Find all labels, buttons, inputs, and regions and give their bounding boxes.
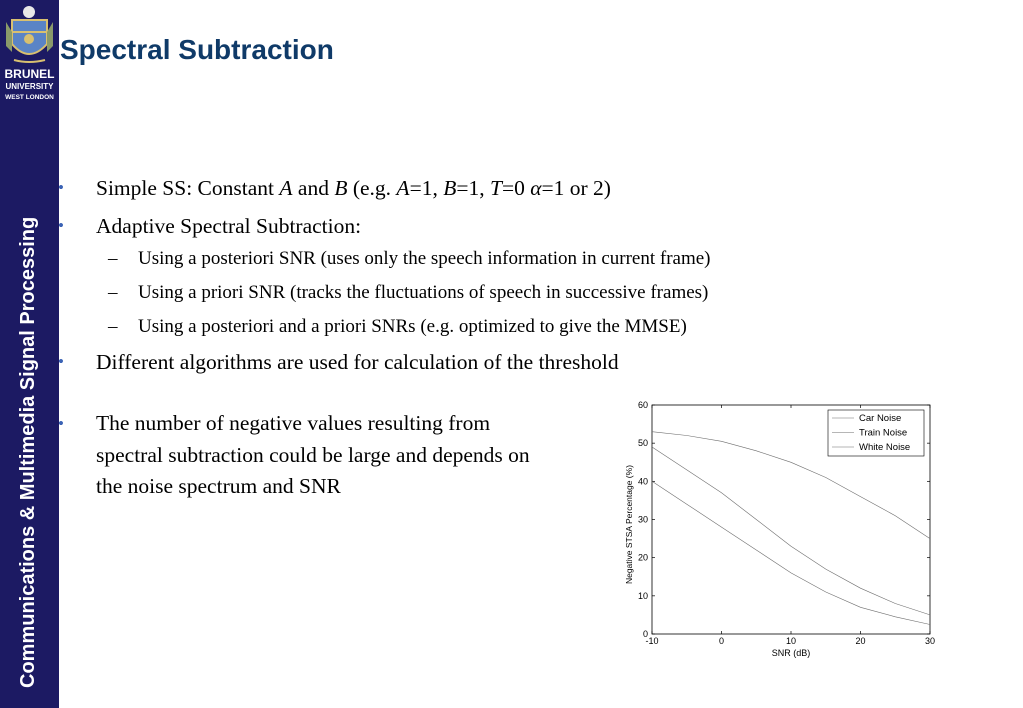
- y-tick-label: 40: [637, 476, 648, 487]
- bullet-simple-ss: • Simple SS: Constant A and B (e.g. A=1, B=1, T=0 α=1 or 2): [58, 172, 878, 204]
- university-logo: [0, 0, 59, 108]
- page-title: Spectral Subtraction: [60, 34, 334, 65]
- bullet-icon: •: [58, 216, 64, 235]
- y-axis-label: Negative STSA Percentage (%): [624, 464, 634, 585]
- sub-bullet-priori: – Using a priori SNR (tracks the fluctuations of speech in successive frames): [108, 282, 709, 303]
- sidebar: [0, 0, 59, 708]
- x-tick-label: -10: [645, 636, 659, 646]
- logo-line-university: UNIVERSITY: [5, 82, 54, 91]
- x-tick-label: 10: [785, 636, 797, 646]
- bullet-icon: •: [58, 352, 64, 371]
- x-axis-label: SNR (dB): [771, 648, 811, 658]
- bullet-negative-values: • The number of negative values resulting from spectral subtraction could be large and depends on the noise spectrum and SNR: [58, 408, 536, 503]
- bullet-icon: •: [58, 178, 64, 197]
- y-tick-label: 20: [637, 552, 648, 563]
- logo-line-brunel: BRUNEL: [4, 67, 55, 81]
- bullet-adaptive-ss: • Adaptive Spectral Subtraction:: [58, 210, 878, 242]
- bullet-threshold: • Different algorithms are used for calculation of the threshold: [58, 346, 878, 378]
- sub-bullet-posteriori: – Using a posteriori SNR (uses only the speech information in current frame): [108, 248, 711, 269]
- logo-line-west-london: WEST LONDON: [5, 94, 54, 101]
- y-tick-label: 10: [637, 590, 648, 601]
- legend-label: Train Noise: [859, 427, 908, 439]
- sidebar-vertical-text: Communications & Multimedia Signal Processing: [17, 216, 39, 688]
- x-tick-label: 30: [924, 636, 936, 646]
- legend-label: White Noise: [859, 442, 911, 453]
- series-line-car-noise: [652, 481, 930, 624]
- legend-label: Car Noise: [859, 413, 902, 424]
- y-tick-label: 0: [642, 629, 648, 639]
- y-tick-label: 30: [637, 514, 648, 525]
- y-tick-label: 60: [637, 400, 648, 410]
- y-tick-label: 50: [637, 438, 648, 449]
- stsa-chart: [610, 396, 950, 666]
- bullet-icon: •: [58, 414, 64, 433]
- crest-icon: [4, 2, 55, 66]
- sub-bullet-both: – Using a posteriori and a priori SNRs (e.g. optimized to give the MMSE): [108, 316, 687, 337]
- x-tick-label: 0: [718, 636, 725, 646]
- x-tick-label: 20: [855, 636, 866, 646]
- series-line-train-noise: [652, 447, 930, 615]
